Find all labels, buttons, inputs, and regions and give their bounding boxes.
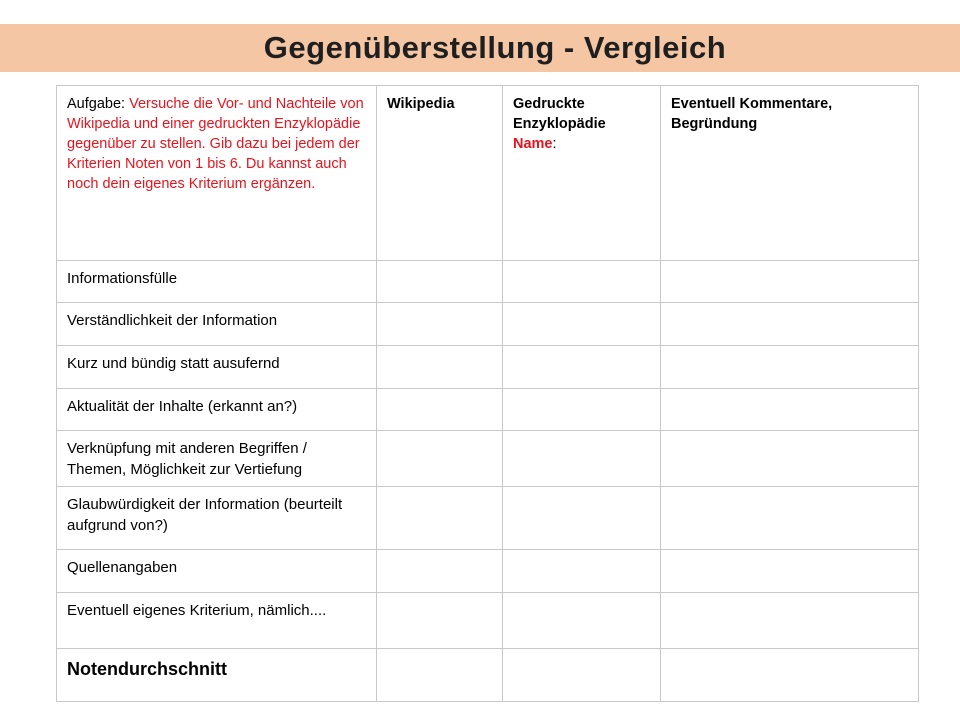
wikipedia-grade-cell[interactable]: [377, 431, 503, 487]
printed-grade-cell[interactable]: [503, 303, 661, 346]
table-row: [57, 487, 919, 550]
table-row: [57, 550, 919, 593]
column-header-wikipedia: Wikipedia: [377, 86, 503, 261]
average-comment-cell[interactable]: [661, 649, 919, 702]
criterion-label: Verknüpfung mit anderen Begriffen / Themen, Möglichkeit zur Vertiefung: [57, 431, 377, 487]
column-header-comments: Eventuell Kommentare, Begründung: [661, 86, 919, 261]
printed-grade-cell[interactable]: [503, 487, 661, 550]
comment-cell[interactable]: [661, 303, 919, 346]
page-title: Gegenüberstellung - Vergleich: [263, 30, 727, 65]
comment-cell[interactable]: [661, 593, 919, 649]
table-row: [57, 261, 919, 303]
printed-encyclopedia-name-label: Name: [513, 136, 553, 152]
average-row: [57, 649, 919, 702]
criterion-label: Verständlichkeit der Information: [57, 303, 377, 346]
printed-grade-cell[interactable]: [503, 550, 661, 593]
wikipedia-average-cell[interactable]: [377, 649, 503, 702]
name-colon: :: [552, 136, 557, 152]
task-text: Versuche die Vor- und Nachteile von Wikipedia und einer gedruckten Enzyklopädie gegenüber zu stellen. Gib dazu bei jedem der Kriterien Noten von 1 bis 6. Du kannst auch noch dein eigenes Kriterium ergänzen.: [67, 96, 364, 192]
table-row: [57, 593, 919, 649]
wikipedia-grade-cell[interactable]: [377, 261, 503, 303]
table-header-row: [57, 86, 919, 261]
comment-cell[interactable]: [661, 431, 919, 487]
table-row: [57, 346, 919, 389]
table-row: [57, 431, 919, 487]
comparison-table: [56, 85, 919, 702]
printed-grade-cell[interactable]: [503, 261, 661, 303]
comment-cell[interactable]: [661, 261, 919, 303]
task-label: Aufgabe:: [67, 96, 130, 112]
table-row: [57, 303, 919, 346]
printed-encyclopedia-label: Gedruckte Enzyklopädie: [513, 96, 606, 132]
comment-cell[interactable]: [661, 487, 919, 550]
criterion-label: Quellenangaben: [57, 550, 377, 593]
printed-grade-cell[interactable]: [503, 389, 661, 431]
printed-average-cell[interactable]: [503, 649, 661, 702]
wikipedia-grade-cell[interactable]: [377, 303, 503, 346]
task-cell: [57, 86, 377, 261]
table-row: [57, 389, 919, 431]
wikipedia-grade-cell[interactable]: [377, 487, 503, 550]
comment-cell[interactable]: [661, 346, 919, 389]
comment-cell[interactable]: [661, 389, 919, 431]
comment-cell[interactable]: [661, 550, 919, 593]
average-label: Notendurchschnitt: [57, 649, 377, 702]
criterion-label: Kurz und bündig statt ausufernd: [57, 346, 377, 389]
criterion-label: Eventuell eigenes Kriterium, nämlich....: [57, 593, 377, 649]
criterion-label: Informationsfülle: [57, 261, 377, 303]
printed-grade-cell[interactable]: [503, 593, 661, 649]
wikipedia-grade-cell[interactable]: [377, 593, 503, 649]
criterion-label: Aktualität der Inhalte (erkannt an?): [57, 389, 377, 431]
title-band: [0, 24, 960, 72]
printed-grade-cell[interactable]: [503, 431, 661, 487]
column-header-printed-encyclopedia: [503, 86, 661, 261]
wikipedia-grade-cell[interactable]: [377, 346, 503, 389]
wikipedia-grade-cell[interactable]: [377, 389, 503, 431]
wikipedia-grade-cell[interactable]: [377, 550, 503, 593]
printed-grade-cell[interactable]: [503, 346, 661, 389]
criterion-label: Glaubwürdigkeit der Information (beurteilt aufgrund von?): [57, 487, 377, 550]
